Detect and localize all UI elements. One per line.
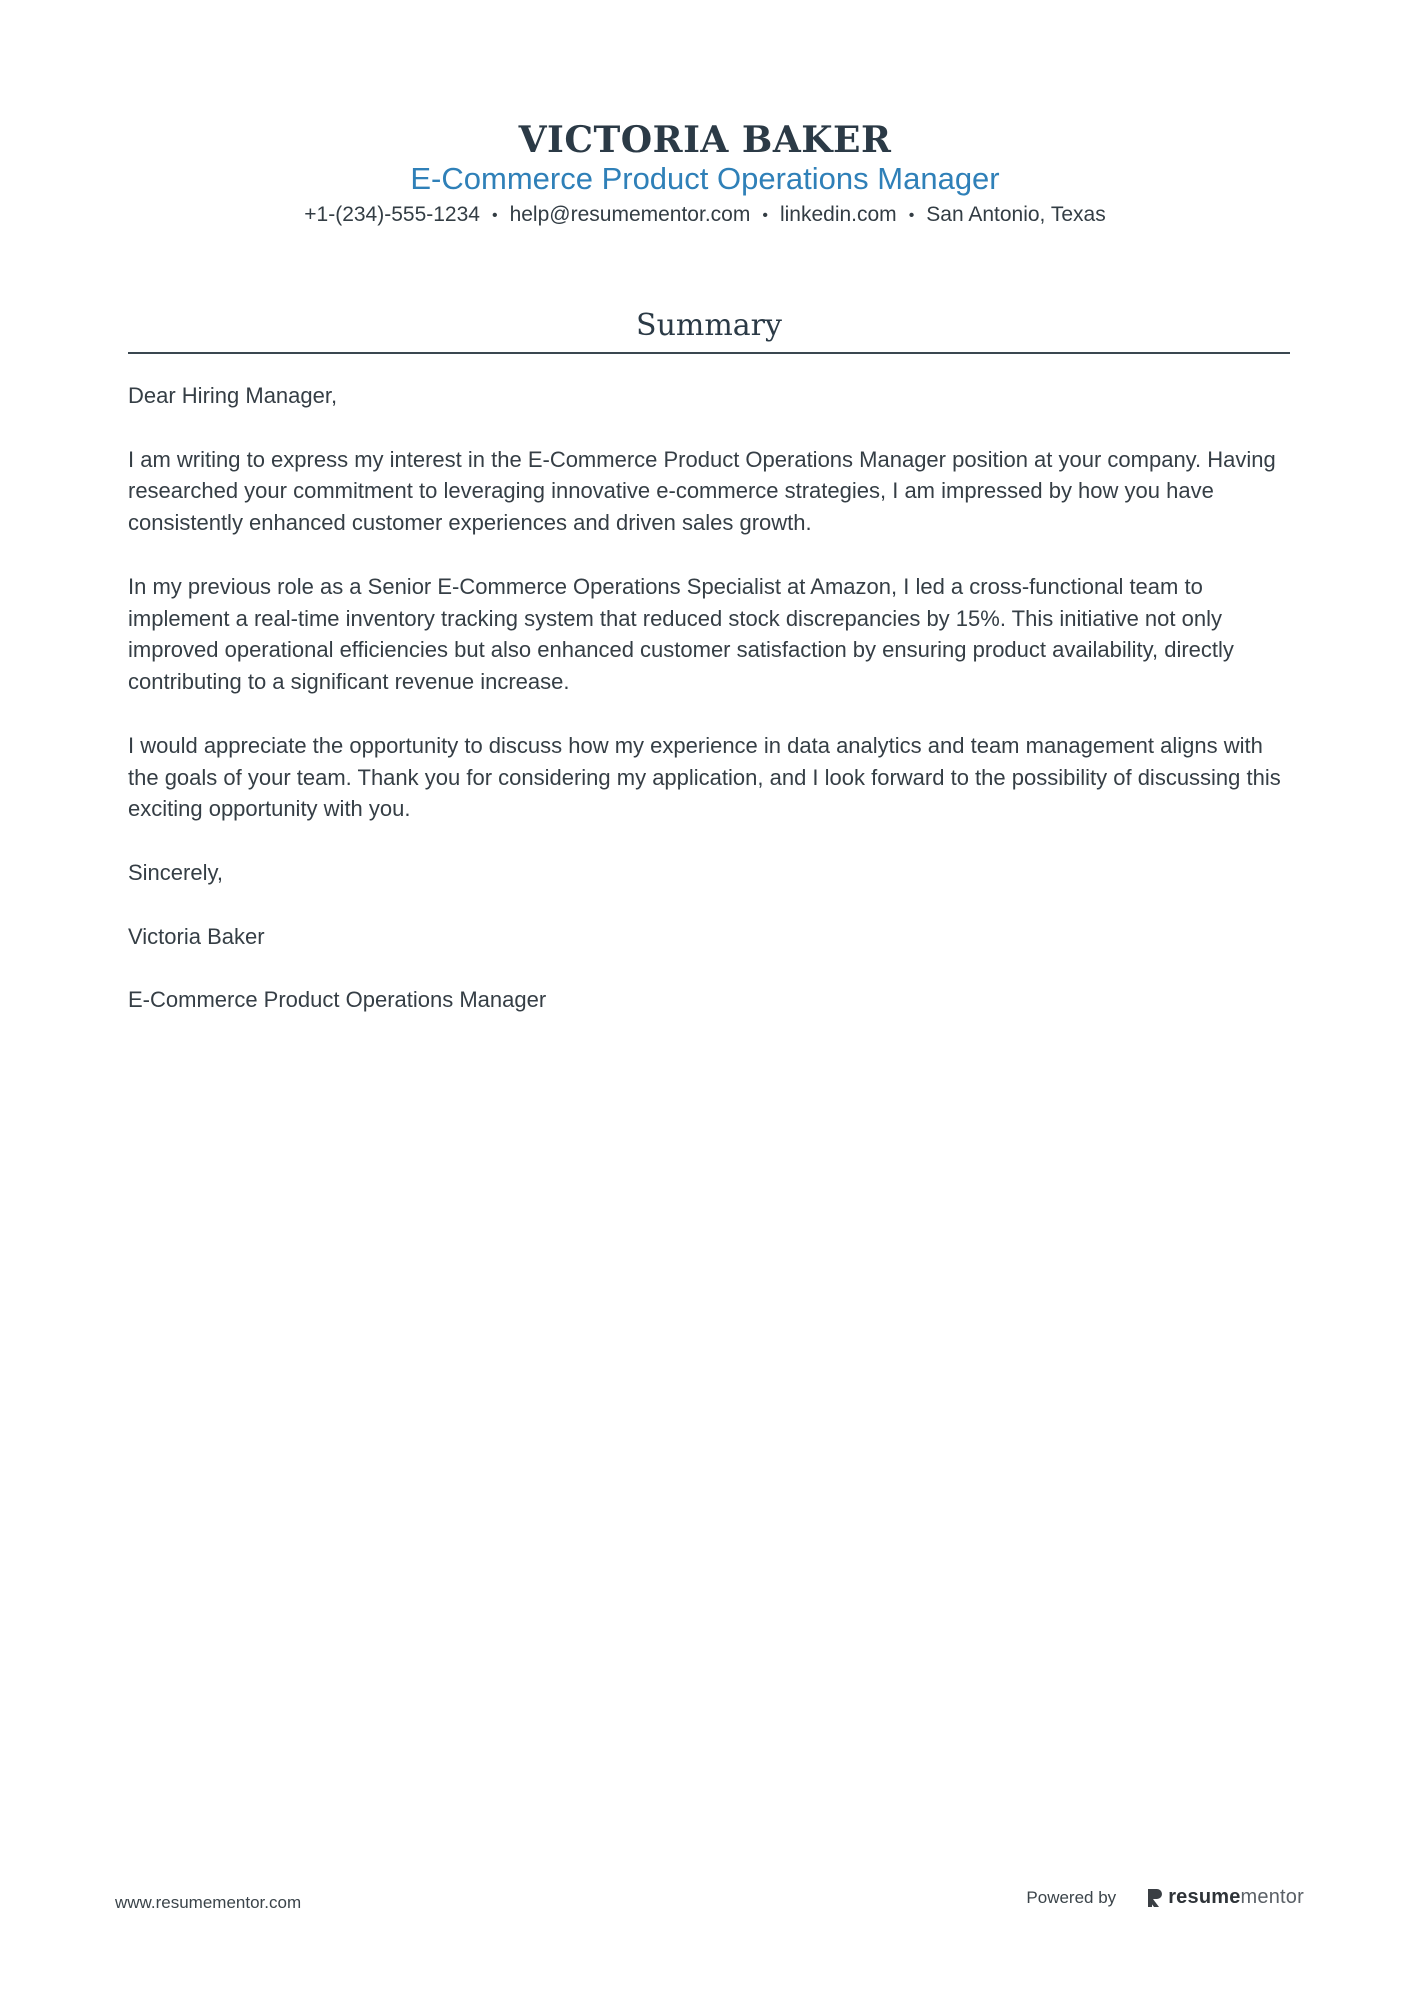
brand-name-bold: resume — [1168, 1886, 1241, 1908]
contact-line — [0, 200, 1410, 232]
footer-branding — [1026, 1886, 1304, 1909]
applicant-name: VICTORIA BAKER — [518, 119, 892, 161]
signature-title: E-Commerce Product Operations Manager — [128, 987, 547, 1013]
contact-linkedin: linkedin.com — [779, 203, 897, 226]
powered-by-label: Powered by — [1026, 1887, 1117, 1907]
contact-location: San Antonio, Texas — [926, 203, 1106, 226]
letter-body — [128, 380, 1290, 1048]
brand-logo — [1146, 1886, 1304, 1909]
section-title: Summary — [636, 308, 782, 343]
footer-website: www.resumementor.com — [115, 1893, 302, 1912]
letter-header — [0, 116, 1410, 232]
resumementor-logo-icon — [1146, 1887, 1164, 1909]
contact-phone: +1-(234)-555-1234 — [304, 203, 480, 226]
contact-separator: • — [762, 207, 768, 224]
section-divider — [128, 352, 1290, 354]
contact-separator: • — [491, 207, 498, 224]
applicant-role: E-Commerce Product Operations Manager — [410, 161, 1000, 196]
letter-paragraph: I am writing to express my interest in the E-Commerce Product Operations Manager position at your company. Having researched your commitment to leveraging innovative e-commerce strategies, I am impressed by how you have consistently enhanced customer experiences and driven sales growth. — [128, 446, 1276, 536]
letter-greeting: Dear Hiring Manager, — [128, 383, 338, 408]
letter-paragraph: In my previous role as a Senior E-Commerce Operations Specialist at Amazon, I led a cross-functional team to implement a real-time inventory tracking system that reduced stock discrepancies by 15%. This initiative not only improved operational efficiencies but also enhanced customer satisfaction by ensuring product availability, directly contributing to a significant revenue increase. — [128, 573, 1234, 695]
brand-name-light: mentor — [1240, 1886, 1304, 1908]
letter-paragraph: I would appreciate the opportunity to discuss how my experience in data analytics and team management aligns with the goals of your team. Thank you for considering my application, and I look forward to the possibility of discussing this exciting opportunity with you. — [128, 732, 1281, 822]
letter-closing: Sincerely, — [128, 859, 223, 885]
contact-separator: • — [908, 207, 915, 224]
contact-email: help@resumementor.com — [509, 203, 751, 226]
signature-name: Victoria Baker — [128, 923, 265, 949]
